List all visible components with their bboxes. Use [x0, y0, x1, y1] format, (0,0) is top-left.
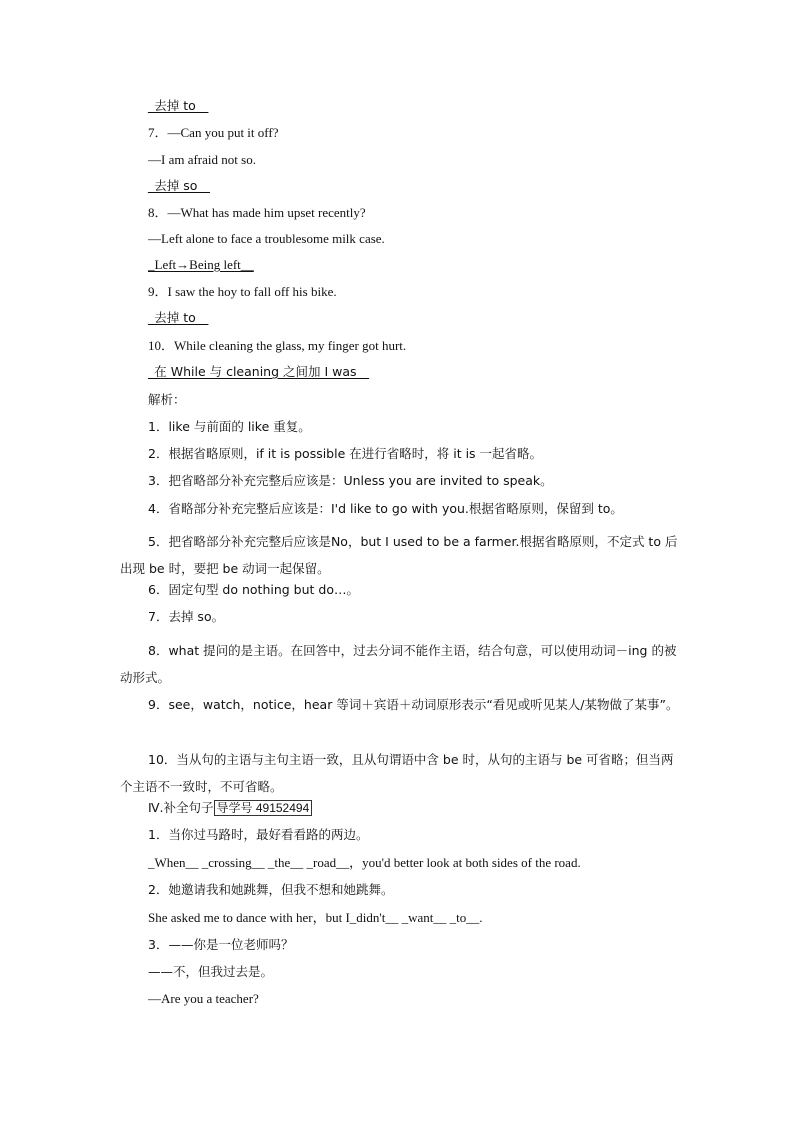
- analysis-line: 1．like 与前面的 like 重复。: [148, 419, 311, 434]
- guide-code-badge: 导学号 49152494: [214, 800, 313, 816]
- answer-line: _在 While 与 cleaning 之间加 I was__: [148, 364, 370, 379]
- question-line: —Left alone to face a troublesome milk case.: [148, 231, 385, 246]
- analysis-paragraph: 8．what 提问的是主语。在回答中，过去分词不能作主语，结合句意，可以使用动词－ing 的被动形式。: [120, 643, 677, 685]
- fill-line: —Are you a teacher?: [148, 991, 259, 1006]
- analysis-paragraph: 9．see，watch，notice，hear 等词＋宾语＋动词原形表示“看见或听见某人/某物做了某事”。: [148, 697, 679, 712]
- question-line: 10．While cleaning the glass, my finger got hurt.: [148, 338, 407, 353]
- section-title: Ⅳ.补全句子: [148, 800, 214, 815]
- analysis-line: 2．根据省略原则，if it is possible 在进行省略时，将 it is 一起省略。: [148, 446, 543, 461]
- fill-line: _When__ _crossing__ _the__ _road__，you'd better look at both sides of the road.: [148, 855, 581, 870]
- answer-line: _去掉 so__: [148, 178, 210, 193]
- section-heading: [148, 800, 312, 816]
- analysis-heading: 解析：: [148, 392, 186, 407]
- analysis-paragraph: 10．当从句的主语与主句主语一致，且从句谓语中含 be 时，从句的主语与 be 可省略；但当两个主语不一致时，不可省略。: [120, 752, 674, 794]
- answer-line: _Left→Being left__: [148, 257, 254, 272]
- analysis-paragraph: 5．把省略部分补充完整后应该是No，but I used to be a farmer.根据省略原则，不定式 to 后出现 be 时，要把 be 动词一起保留。: [120, 534, 678, 576]
- question-line: 8．—What has made him upset recently?: [148, 205, 366, 220]
- prompt-line: 1．当你过马路时，最好看看路的两边。: [148, 827, 369, 842]
- answer-line: _去掉 to__: [148, 98, 209, 113]
- analysis-line: 6．固定句型 do nothing but do…。: [148, 582, 359, 597]
- prompt-line: 3．——你是一位老师吗？: [148, 937, 294, 952]
- question-line: —I am afraid not so.: [148, 152, 256, 167]
- prompt-line: ——不，但我过去是。: [148, 964, 274, 979]
- analysis-line: 7．去掉 so。: [148, 609, 225, 624]
- prompt-line: 2．她邀请我和她跳舞，但我不想和她跳舞。: [148, 882, 394, 897]
- analysis-line: 3．把省略部分补充完整后应该是：Unless you are invited to speak。: [148, 473, 553, 488]
- fill-line: She asked me to dance with her，but I_didn't__ _want__ _to__.: [148, 910, 483, 925]
- question-line: 7．—Can you put it off?: [148, 125, 279, 140]
- question-line: 9．I saw the hoy to fall off his bike.: [148, 284, 337, 299]
- analysis-line: 4．省略部分补充完整后应该是：I'd like to go with you.根据省略原则，保留到 to。: [148, 501, 623, 516]
- answer-line: _去掉 to__: [148, 310, 209, 325]
